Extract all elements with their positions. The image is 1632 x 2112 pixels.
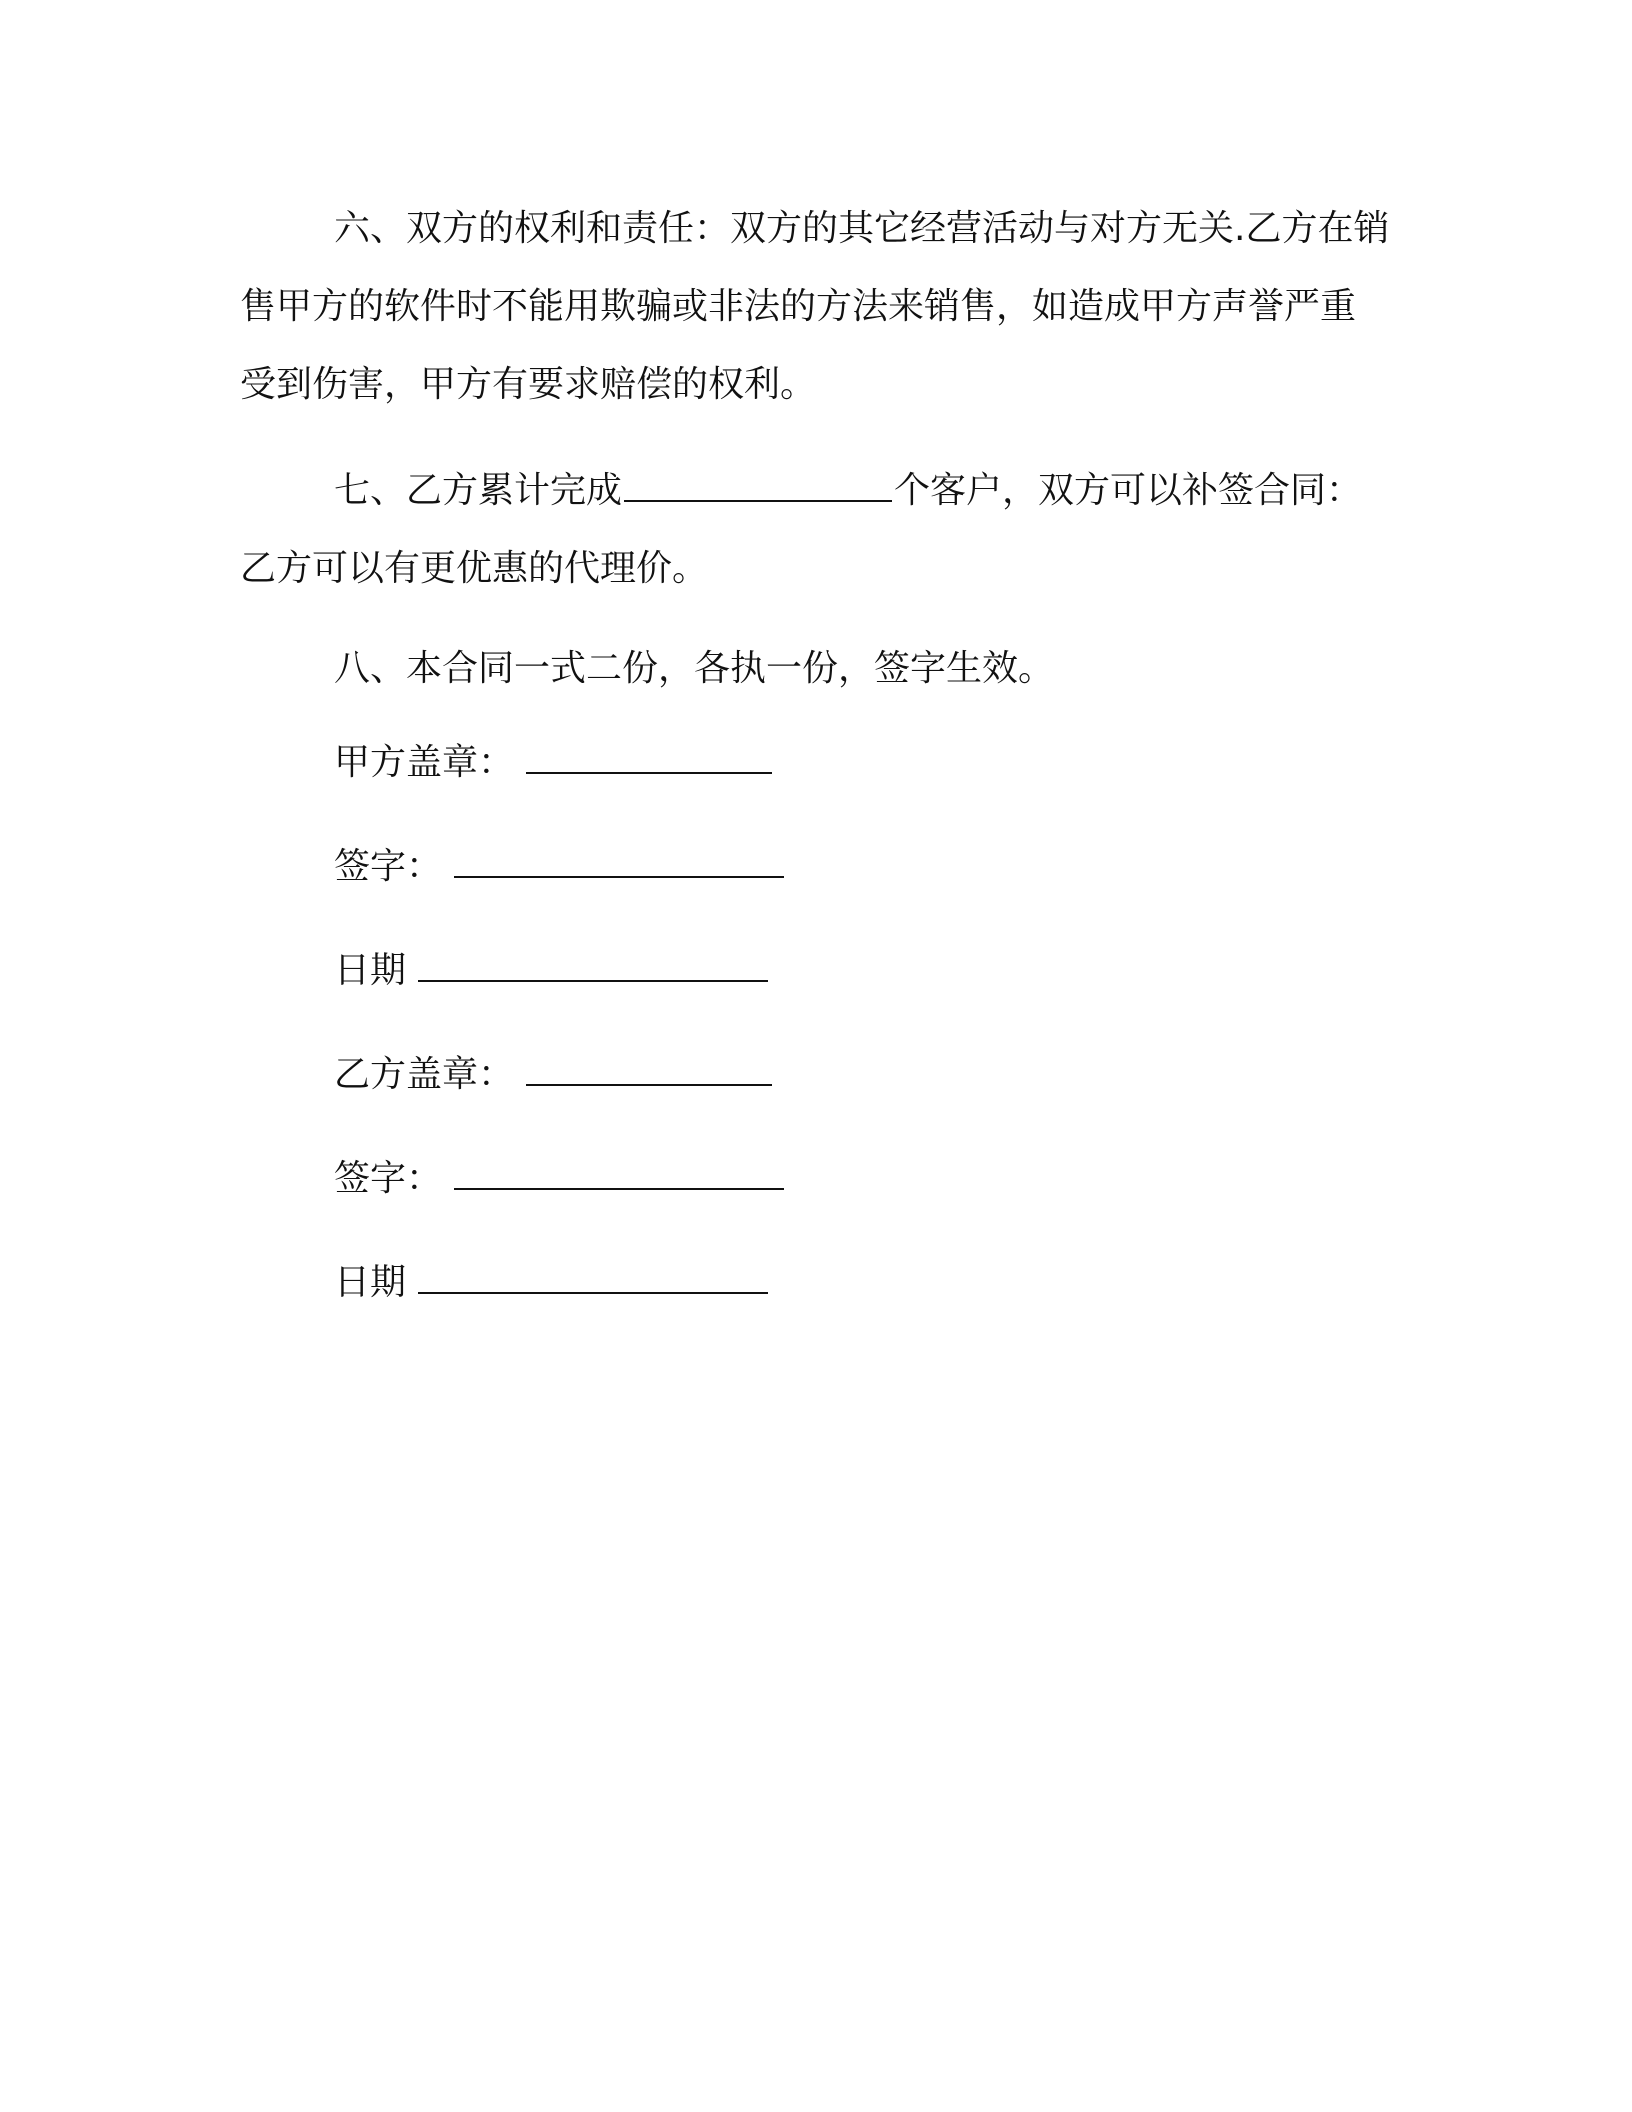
party-b-seal-line <box>334 1048 1390 1100</box>
party-b-date-line <box>334 1256 1390 1308</box>
party-b-seal-blank[interactable] <box>526 1048 772 1086</box>
party-a-date-line <box>334 944 1390 996</box>
clause-eight: 八、本合同一式二份，各执一份，签字生效。 <box>334 648 1055 689</box>
clause-seven-lead: 七、乙方累计完成 <box>334 470 623 511</box>
party-a-seal-line <box>334 736 1390 788</box>
party-a-sign-line <box>334 840 1390 892</box>
party-a-date-label: 日期 <box>334 950 407 991</box>
party-a-seal-label: 甲方盖章： <box>334 742 515 783</box>
party-b-date-blank[interactable] <box>418 1256 768 1294</box>
party-b-sign-line <box>334 1152 1390 1204</box>
signature-block <box>240 736 1390 1308</box>
party-b-date-label: 日期 <box>334 1262 407 1303</box>
customer-count-blank[interactable] <box>624 464 892 502</box>
document-body <box>240 190 1390 1308</box>
party-a-date-blank[interactable] <box>418 944 768 982</box>
party-b-seal-label: 乙方盖章： <box>334 1054 515 1095</box>
party-a-sign-label: 签字： <box>334 846 443 887</box>
party-b-sign-blank[interactable] <box>454 1152 784 1190</box>
clause-six: 六、双方的权利和责任：双方的其它经营活动与对方无关.乙方在销售甲方的软件时不能用欺骗或非法的方法来销售，如造成甲方声誉严重受到伤害，甲方有要求赔偿的权利。 <box>240 208 1390 405</box>
party-b-sign-label: 签字： <box>334 1158 443 1199</box>
party-a-seal-blank[interactable] <box>526 736 772 774</box>
party-a-sign-blank[interactable] <box>454 840 784 878</box>
clause-seven-tail: 个客户，双方可以补签合同：乙方可以有更优惠的代理价。 <box>240 470 1363 589</box>
clause-seven <box>240 452 1390 608</box>
